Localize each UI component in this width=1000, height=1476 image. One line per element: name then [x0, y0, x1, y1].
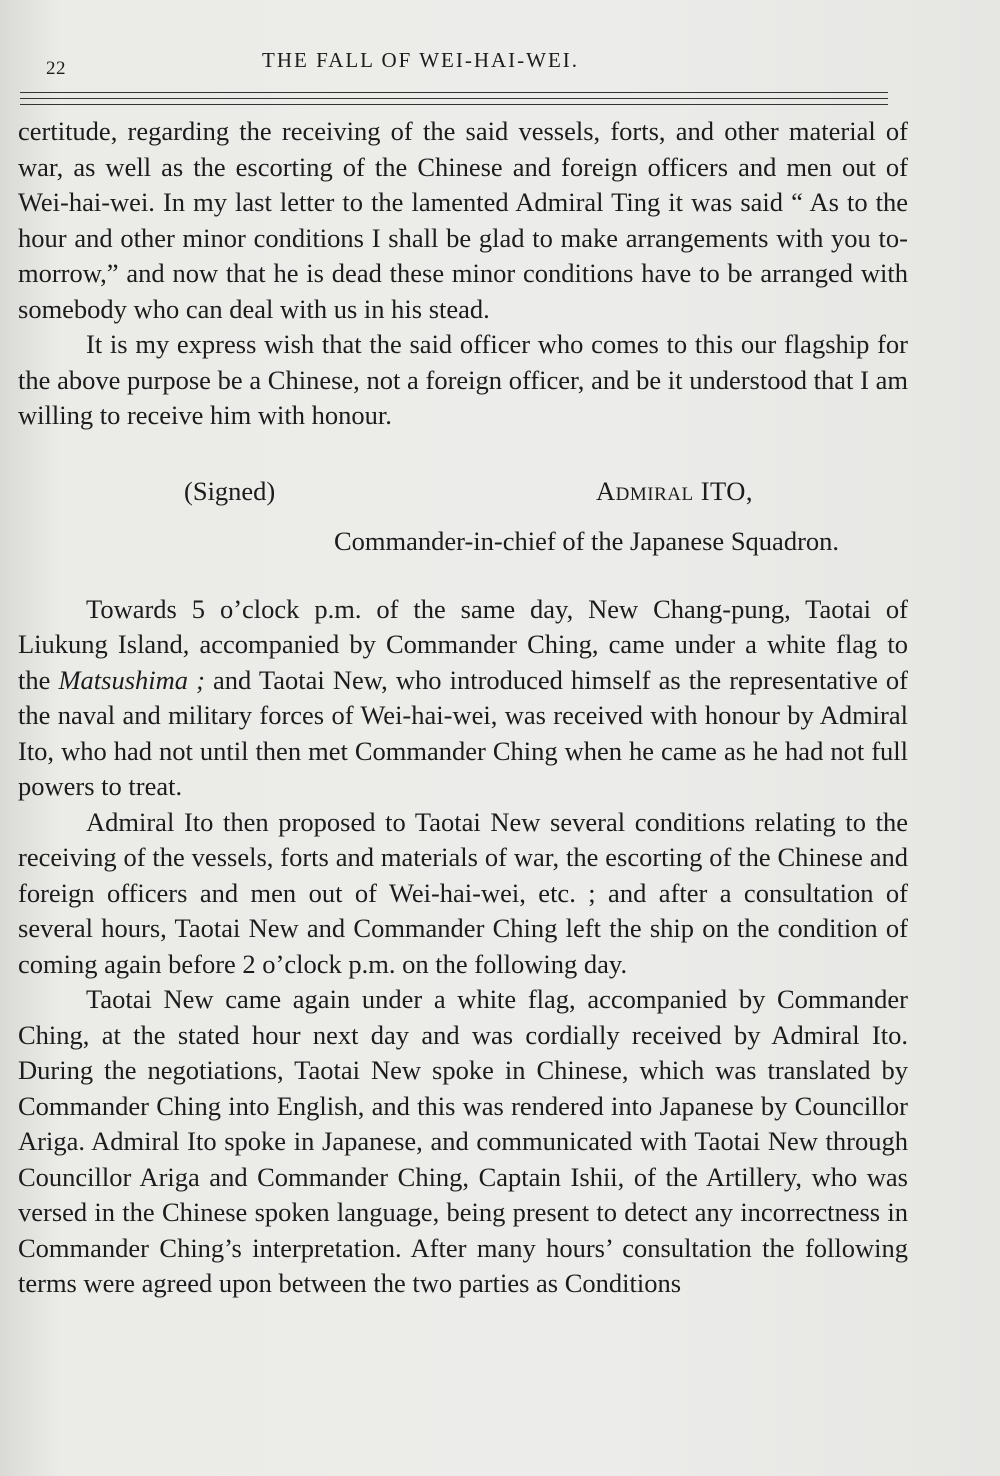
letter-paragraph-2: It is my express wish that the said officer who comes to this our flagship for the above purpose be a Chinese, not a foreign officer, and be it understood that I am willing to receive him with honour.: [18, 329, 908, 430]
narrative-text: and Taotai New, who introduced himself as the representative of the naval and military forces of Wei-hai-wei, was received with honour by Admiral Ito, who had not until then met Commander Ching when he came as he had not full powers to treat.: [18, 664, 908, 801]
signature-block: [18, 474, 908, 570]
header-rule-bottom: [20, 104, 888, 105]
letter-paragraph-1: certitude, regarding the receiving of the said vessels, forts, and other material of war, as well as the escorting of the Chinese and foreign officers and men out of Wei-hai-wei. In my last letter to the lamented Admiral Ting it was said “ As to the hour and other minor conditions I shall be glad to make arrangements with you to-morrow,” and now that he is dead these minor conditions have to be arranged with somebody who can deal with us in his stead.: [18, 116, 908, 324]
page-header: [0, 44, 1000, 84]
narrative-paragraph-3: Taotai New came again under a white flag, accompanied by Commander Ching, at the stated hour next day and was cordially received by Admiral Ito. During the negotiations, Taotai New spoke in Chinese, which was translated by Commander Ching into English, and this was rendered into Japanese by Councillor Ariga. Admiral Ito spoke in Japanese, and communicated with Taotai New through Councillor Ariga and Commander Ching, Captain Ishii, of the Artillery, who was versed in the Chinese spoken language, being present to detect any incorrectness in Commander Ching’s interpretation. After many hours’ consultation the following terms were agreed upon between the two parties as Conditions: [18, 984, 908, 1298]
signature-name: Admiral ITO,: [596, 475, 754, 506]
ship-name: Matsushima ;: [58, 664, 205, 695]
narrative-text: Towards 5 o’clock p.m. of the same day, New Chang-pung, Taotai of Liukung Island, accompanied by Commander Ching, came under a white flag to the: [18, 593, 908, 695]
running-title: THE FALL OF WEI-HAI-WEI.: [262, 48, 580, 72]
page-body: [18, 114, 908, 1302]
narrative-paragraph-2: Admiral Ito then proposed to Taotai New several conditions relating to the receiving of the vessels, forts and materials of war, the escorting of the Chinese and foreign officers and men out of Wei-hai-wei, etc. ; and after a consultation of several hours, Taotai New and Commander Ching left the ship on the condition of coming again before 2 o’clock p.m. on the following day.: [18, 806, 908, 979]
page-number: 22: [46, 58, 66, 79]
section-spacer: [18, 570, 908, 592]
header-rule-top: [20, 92, 888, 93]
narrative-paragraph-1: [18, 592, 908, 805]
header-rule-middle: [20, 98, 888, 99]
signature-title: Commander-in-chief of the Japanese Squadron.: [334, 525, 840, 556]
signed-label: (Signed): [184, 475, 276, 506]
